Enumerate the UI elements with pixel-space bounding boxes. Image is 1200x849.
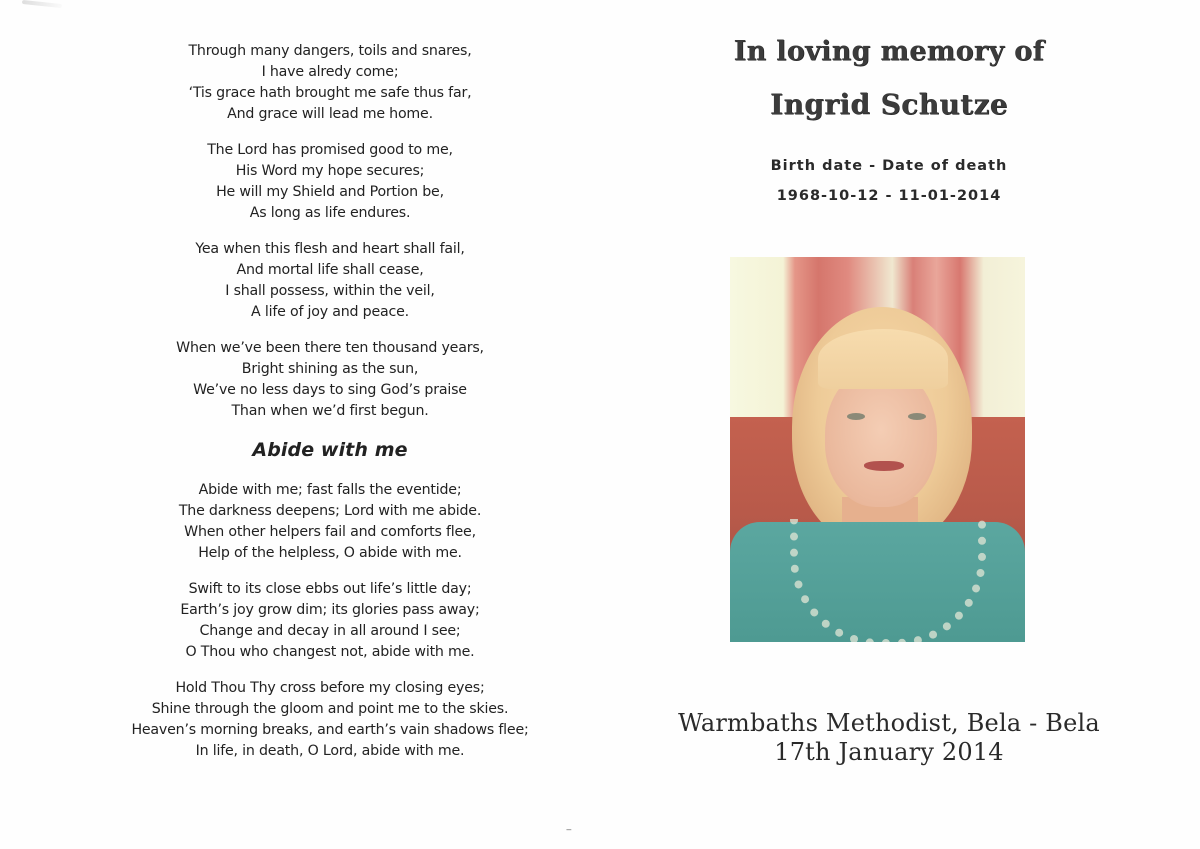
hymn-title: Abide with me xyxy=(252,439,408,461)
stanza-line: He will my Shield and Portion be, xyxy=(216,184,444,200)
stanza-line: The darkness deepens; Lord with me abide. xyxy=(178,503,482,519)
stanza-line: Hold Thou Thy cross before my closing eyes; xyxy=(175,680,485,696)
stanza xyxy=(110,678,550,762)
stanza-line: Shine through the gloom and point me to the skies. xyxy=(151,701,509,717)
service-venue: Warmbaths Methodist, Bela - Bela xyxy=(678,709,1100,737)
dates-value: 1968-10-12 - 11-01-2014 xyxy=(776,188,1002,204)
stanza-line: Swift to its close ebbs out life’s little day; xyxy=(188,581,472,597)
portrait-photo xyxy=(730,257,1025,642)
stanza xyxy=(110,579,550,663)
stanza-line: When other helpers fail and comforts flee, xyxy=(184,524,476,540)
stanza-line: Heaven’s morning breaks, and earth’s vain shadows flee; xyxy=(131,722,529,738)
stanza xyxy=(110,140,550,224)
stanza xyxy=(110,41,550,125)
right-page xyxy=(578,0,1200,849)
stanza-line: And grace will lead me home. xyxy=(227,106,433,122)
stanza-line: As long as life endures. xyxy=(249,205,411,221)
dates-label: Birth date - Date of death xyxy=(770,158,1008,174)
stanza-line: His Word my hope secures; xyxy=(235,163,425,179)
stanza-line: Help of the helpless, O abide with me. xyxy=(198,545,462,561)
stanza xyxy=(110,239,550,323)
stanza xyxy=(110,338,550,422)
service-date: 17th January 2014 xyxy=(774,738,1004,766)
stanza-line: Bright shining as the sun, xyxy=(241,361,419,377)
stanza-line: Earth’s joy grow dim; its glories pass away; xyxy=(180,602,480,618)
stanza-line: I shall possess, within the veil, xyxy=(225,283,435,299)
stanza-line: When we’ve been there ten thousand years, xyxy=(176,340,484,356)
stanza xyxy=(110,480,550,564)
stanza-line: Change and decay in all around I see; xyxy=(199,623,461,639)
stanza-line: Yea when this flesh and heart shall fail, xyxy=(195,241,465,257)
photo-eye xyxy=(847,413,865,420)
photo-eye xyxy=(908,413,926,420)
deceased-name: Ingrid Schutze xyxy=(770,88,1008,121)
stanza-line: Abide with me; fast falls the eventide; xyxy=(198,482,462,498)
stanza-line: ‘Tis grace hath brought me safe thus far, xyxy=(188,85,472,101)
stanza-line: Through many dangers, toils and snares, xyxy=(188,43,472,59)
left-page xyxy=(0,0,578,849)
fold-mark: ‒ xyxy=(566,825,572,835)
stanza-line: The Lord has promised good to me, xyxy=(207,142,453,158)
stanza-line: We’ve no less days to sing God’s praise xyxy=(193,382,467,398)
stanza-line: And mortal life shall cease, xyxy=(236,262,424,278)
stanza-line: In life, in death, O Lord, abide with me. xyxy=(195,743,465,759)
photo-bangs xyxy=(818,329,948,389)
memorial-heading: In loving memory of xyxy=(733,36,1045,67)
stanza-line: O Thou who changest not, abide with me. xyxy=(185,644,475,660)
stanza-line: I have alredy come; xyxy=(261,64,399,80)
stanza-line: A life of joy and peace. xyxy=(251,304,409,320)
photo-mouth xyxy=(864,461,904,471)
stanza-line: Than when we’d first begun. xyxy=(231,403,429,419)
scan-smudge xyxy=(22,0,62,8)
